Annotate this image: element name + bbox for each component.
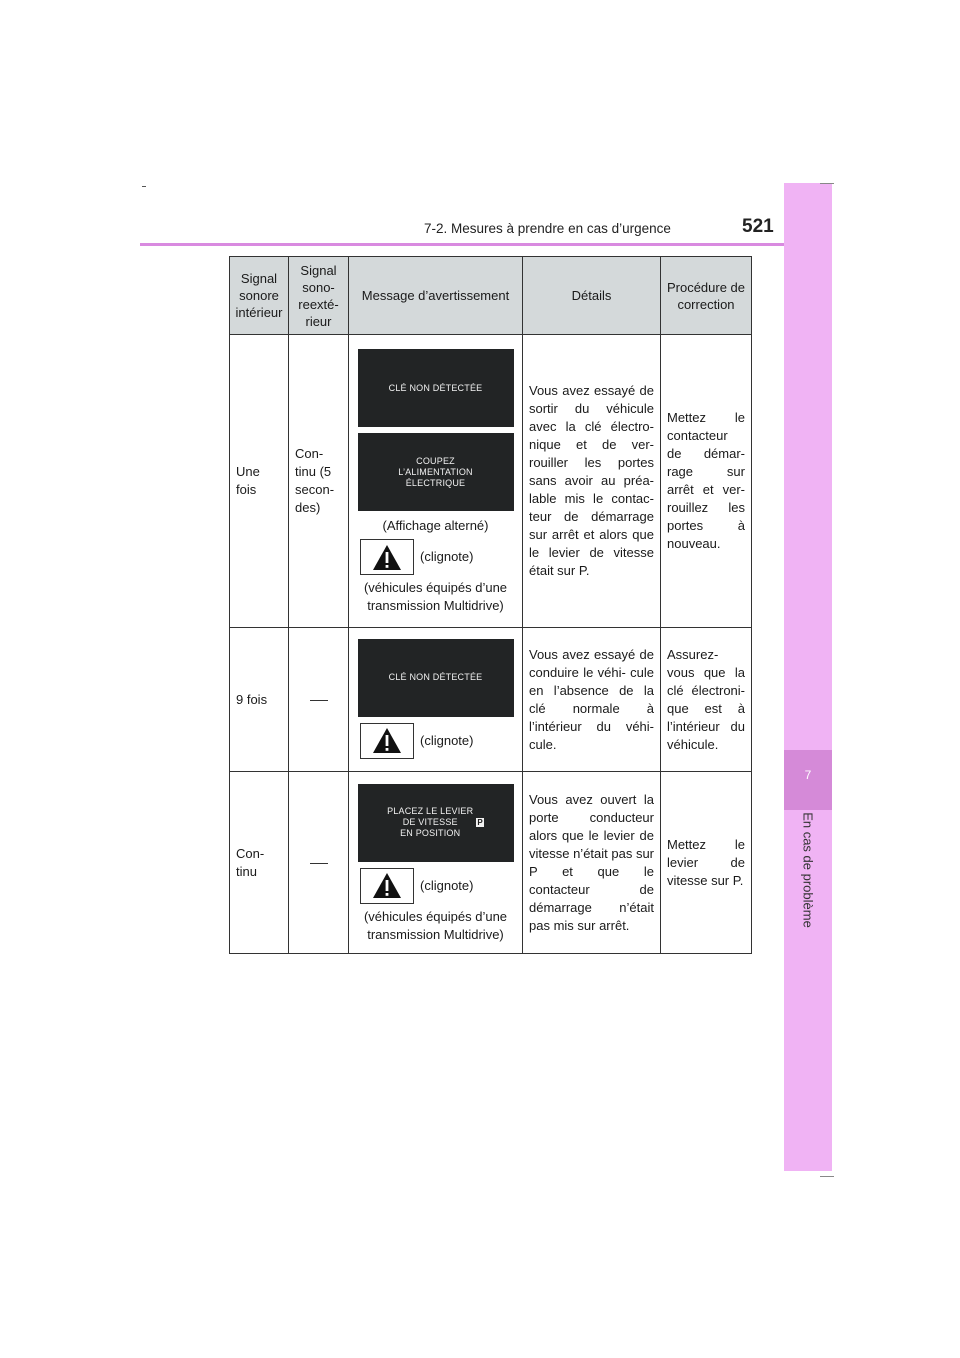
table-row xyxy=(230,772,752,954)
chapter-label: En cas de problème xyxy=(800,812,816,928)
header-interior-buzzer: Signal sonore intérieur xyxy=(230,257,289,335)
master-warning-light xyxy=(360,539,518,575)
details-cell: Vous avez essayé de conduire le véhi- cule en l’absence de la clé normale à l’intérieur du véhi- cule. xyxy=(523,628,661,772)
blink-label: (clignote) xyxy=(420,549,474,564)
park-position-badge: P xyxy=(477,818,483,827)
vehicle-equipment-note: (véhicules équipés d’une transmission Multidrive) xyxy=(363,908,508,942)
page-number: 521 xyxy=(742,216,774,237)
warning-triangle-icon xyxy=(360,723,414,759)
exterior-buzzer-cell: Con- tinu (5 secon- des) xyxy=(289,335,349,628)
interior-buzzer-cell: Une fois xyxy=(230,335,289,628)
details-cell: Vous avez ouvert la porte conducteur alors que le levier de vitesse n’était pas sur P et que le contacteur de démarrage n’était pas mis sur arrêt. xyxy=(523,772,661,954)
table-header-row xyxy=(230,257,752,335)
header-warning-message: Message d’avertissement xyxy=(349,257,523,335)
warning-message-cell xyxy=(349,772,523,954)
warning-message-cell xyxy=(349,335,523,628)
display-screen xyxy=(358,784,514,862)
side-mark-top xyxy=(820,183,834,184)
chapter-number: 7 xyxy=(804,768,812,782)
side-mark-bottom xyxy=(820,1176,834,1177)
alternate-display-note: (Affichage alterné) xyxy=(382,518,489,533)
corner-mark xyxy=(142,186,146,187)
master-warning-light xyxy=(360,868,518,904)
exterior-buzzer-cell xyxy=(289,772,349,954)
header-rule xyxy=(140,243,832,246)
header-procedure: Procédure de correction xyxy=(661,257,752,335)
details-cell: Vous avez essayé de sortir du véhicule avec la clé électro- nique et de ver- rouiller les portes sans avoir au préa- lable mis le contac- teur de démarrage sur arrêt et alors que le levier de vitesse était sur P. xyxy=(523,335,661,628)
display-screen: CLÉ NON DÉTECTÉE xyxy=(358,349,514,427)
master-warning-light xyxy=(360,723,518,759)
dash-mark xyxy=(310,863,328,864)
header-exterior-buzzer: Signal sono- reexté- rieur xyxy=(289,257,349,335)
warning-triangle-icon xyxy=(360,868,414,904)
section-title: 7-2. Mesures à prendre en cas d’urgence xyxy=(424,221,671,236)
screen-text: PLACEZ LE LEVIER DE VITESSE EN POSITION xyxy=(387,806,474,838)
chapter-side-tab xyxy=(784,183,832,1171)
procedure-cell: Assurez- vous que la clé électroni- que est à l’intérieur du véhicule. xyxy=(661,628,752,772)
procedure-cell: Mettez le levier de vitesse sur P. xyxy=(661,772,752,954)
dash-mark xyxy=(310,700,328,701)
procedure-cell: Mettez le contacteur de démar- rage sur arrêt et ver- rouillez les portes à nouveau. xyxy=(661,335,752,628)
warning-triangle-icon xyxy=(360,539,414,575)
display-screen: CLÉ NON DÉTECTÉE xyxy=(358,639,514,717)
table-row xyxy=(230,628,752,772)
warning-table xyxy=(229,256,752,954)
interior-buzzer-cell: 9 fois xyxy=(230,628,289,772)
blink-label: (clignote) xyxy=(420,732,474,748)
header-details: Détails xyxy=(523,257,661,335)
display-screen: COUPEZ L’ALIMENTATION ÉLECTRIQUE xyxy=(358,433,514,511)
table-row xyxy=(230,335,752,628)
vehicle-equipment-note: (véhicules équipés d’une transmission Multidrive) xyxy=(363,580,508,613)
warning-message-cell xyxy=(349,628,523,772)
interior-buzzer-cell: Con- tinu xyxy=(230,772,289,954)
exterior-buzzer-cell xyxy=(289,628,349,772)
blink-label: (clignote) xyxy=(420,877,474,893)
